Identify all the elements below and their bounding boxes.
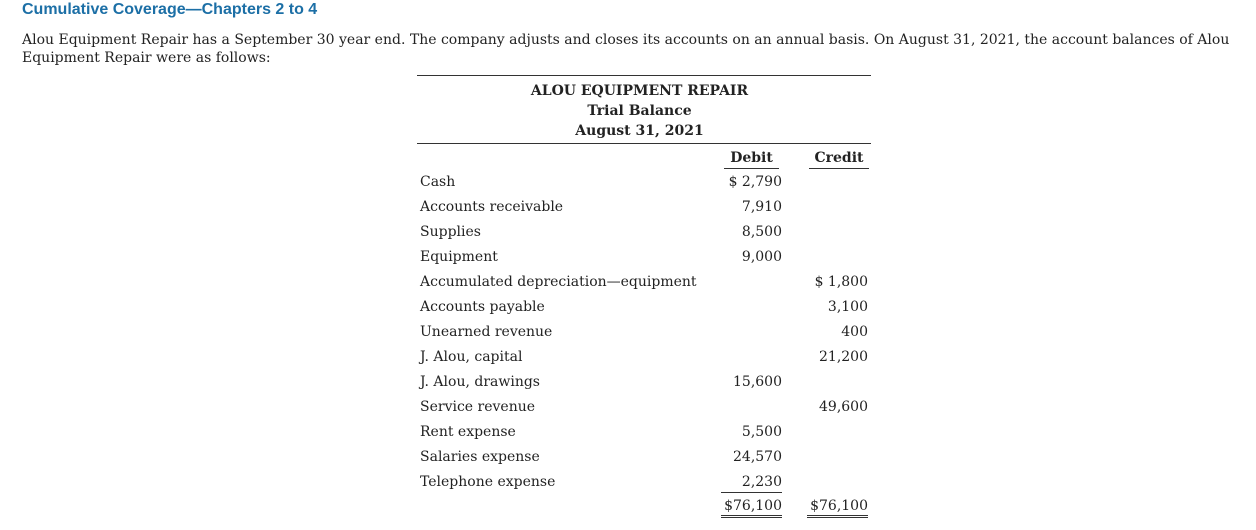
debit-amount: 8,500 <box>741 224 782 240</box>
table-row <box>417 397 871 422</box>
table-row <box>417 297 871 322</box>
table-row <box>417 247 871 272</box>
account-name: Equipment <box>420 249 498 265</box>
credit-column-header: Credit <box>809 149 869 169</box>
account-name: Telephone expense <box>420 474 556 490</box>
account-name: Service revenue <box>420 399 536 415</box>
account-name: J. Alou, drawings <box>420 374 540 390</box>
credit-amount: 400 <box>841 324 868 340</box>
account-rows <box>417 172 871 522</box>
account-name: Salaries expense <box>420 449 540 465</box>
total-credit: $76,100 <box>807 497 868 518</box>
account-name: J. Alou, capital <box>420 349 523 365</box>
table-row <box>417 422 871 447</box>
credit-amount: $ 1,800 <box>814 274 868 290</box>
section-heading: Cumulative Coverage—Chapters 2 to 4 <box>22 1 318 18</box>
credit-amount: 3,100 <box>827 299 868 315</box>
debit-amount: 15,600 <box>733 374 782 390</box>
debit-amount: 5,500 <box>741 424 782 440</box>
trial-balance-header <box>417 76 871 141</box>
trial-balance-table <box>417 75 871 514</box>
credit-amount: 21,200 <box>819 349 868 365</box>
account-name: Accumulated depreciation—equipment <box>420 274 697 290</box>
table-row <box>417 272 871 297</box>
credit-amount: 49,600 <box>819 399 868 415</box>
table-row <box>417 372 871 397</box>
column-headers <box>417 149 871 169</box>
table-row <box>417 222 871 247</box>
debit-amount: 9,000 <box>741 249 782 265</box>
company-name: ALOU EQUIPMENT REPAIR <box>530 83 749 99</box>
table-row <box>417 172 871 197</box>
account-name: Unearned revenue <box>420 324 553 340</box>
debit-amount: 2,230 <box>721 472 782 493</box>
debit-amount: $ 2,790 <box>728 174 782 190</box>
account-name: Accounts receivable <box>420 199 564 215</box>
account-name: Accounts payable <box>420 299 545 315</box>
account-name: Rent expense <box>420 424 516 440</box>
statement-date: August 31, 2021 <box>575 123 704 139</box>
table-row <box>417 197 871 222</box>
account-name: Supplies <box>420 224 481 240</box>
table-row <box>417 347 871 372</box>
statement-name: Trial Balance <box>587 103 692 119</box>
debit-amount: 7,910 <box>741 199 782 215</box>
table-row <box>417 472 871 497</box>
totals-row <box>417 497 871 522</box>
debit-amount: 24,570 <box>733 449 782 465</box>
table-row <box>417 447 871 472</box>
debit-column-header: Debit <box>724 149 779 169</box>
total-debit: $76,100 <box>721 497 782 518</box>
problem-intro: Alou Equipment Repair has a September 30 year end. The company adjusts and closes its accounts on an annual basis. On August 31, 2021, the account balances of Alou Equipment Repair were as follows: <box>22 32 1230 66</box>
account-name: Cash <box>420 174 456 190</box>
header-divider <box>417 143 871 144</box>
table-row <box>417 322 871 347</box>
